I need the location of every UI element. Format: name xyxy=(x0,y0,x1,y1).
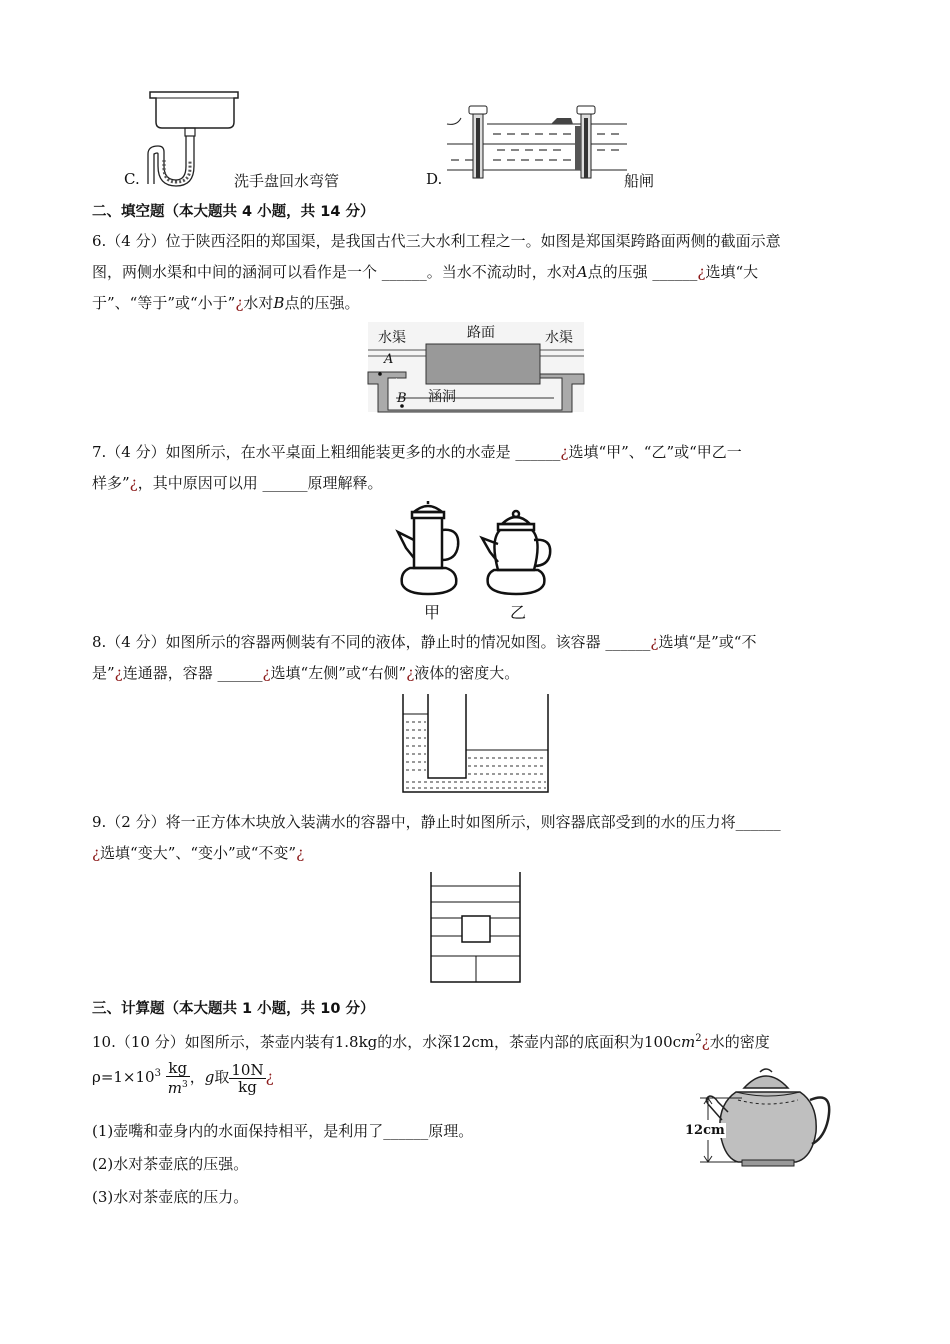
fig6-label-left-canal: 水渠 xyxy=(378,330,406,346)
q10-line1: 10.（10 分）如图所示，茶壶内装有1.8kg的水，水深12cm，茶壶内部的底面积为$100cm^2¿$水的密度 xyxy=(92,1033,770,1051)
inverted-question-mark: ¿ xyxy=(129,474,138,492)
section-2-title: 二、填空题（本大题共 4 小题，共 14 分） xyxy=(92,204,375,220)
q8-line2: 是”¿连通器，容器 ______¿选填“左侧”或“右侧”¿液体的密度大。 xyxy=(92,664,520,682)
fig6-label-right-canal: 水渠 xyxy=(545,330,573,346)
g-value-fraction: $\frac{10N}{kg}$ xyxy=(231,1060,264,1096)
ship-lock-figure xyxy=(447,104,627,184)
teapot-label-jia: 甲 xyxy=(424,603,441,622)
option-d-label: 船闸 xyxy=(624,172,655,190)
option-c-letter: C. xyxy=(124,170,140,188)
q6-line3: 于”、“等于”或“小于”¿水对B点的压强。 xyxy=(92,294,360,312)
inverted-question-mark: ¿ xyxy=(406,664,415,682)
teapot-depth-label: 12cm xyxy=(685,1123,725,1138)
inverted-question-mark: ¿ xyxy=(235,294,244,312)
section-3-title: 三、计算题（本大题共 1 小题，共 10 分） xyxy=(92,1001,375,1017)
q10-sub2: (2)水对茶壶底的压强。 xyxy=(92,1155,249,1173)
q7-line1: 7.（4 分）如图所示，在水平桌面上粗细能装更多的水的水壶是 ______¿选填“甲”、“乙”或“甲乙一 xyxy=(92,443,742,461)
inverted-question-mark: ¿ xyxy=(560,443,569,461)
block-in-water-figure xyxy=(430,872,522,984)
inverted-question-mark: ¿ xyxy=(265,1068,274,1086)
fig6-label-b: B xyxy=(397,391,407,406)
teapot-label-yi: 乙 xyxy=(510,603,527,622)
option-c-label: 洗手盘回水弯管 xyxy=(234,172,340,190)
inverted-question-mark: ¿ xyxy=(92,844,101,862)
inverted-question-mark: ¿ xyxy=(114,664,123,682)
rho-unit-fraction: $\frac{kg}{m^3}$ xyxy=(167,1059,188,1097)
q10-given-values: $\rho=1\times 10^3$ $\frac{kg}{m^3}$ ，g取 $\frac{10N}{kg}$ ¿ xyxy=(92,1059,274,1097)
inverted-question-mark: ¿ xyxy=(650,633,659,651)
q10-sub1: (1)壶嘴和壶身内的水面保持相平，是利用了______原理。 xyxy=(92,1122,474,1140)
q7-line2: 样多”¿，其中原因可以用 ______原理解释。 xyxy=(92,474,383,492)
q8-line1: 8.（4 分）如图所示的容器两侧装有不同的液体，静止时的情况如图。该容器 ______¿选填“是”或“不 xyxy=(92,633,757,651)
fig6-label-tunnel: 涵洞 xyxy=(428,389,456,405)
q10-sub3: (3)水对茶壶底的压力。 xyxy=(92,1188,249,1206)
inverted-question-mark: ¿ xyxy=(701,1033,710,1051)
inverted-question-mark: ¿ xyxy=(262,664,271,682)
inverted-question-mark: ¿ xyxy=(697,263,706,281)
inverted-question-mark: ¿ xyxy=(296,844,305,862)
q6-line1: 6.（4 分）位于陕西泾阳的郑国渠，是我国古代三大水利工程之一。如图是郑国渠跨路面两侧的截面示意 xyxy=(92,232,781,250)
q6-line2: 图，两侧水渠和中间的涵洞可以看作是一个 ______。当水不流动时，水对A点的压强 ______¿选填“大 xyxy=(92,263,759,281)
q9-line1: 9.（2 分）将一正方体木块放入装满水的容器中，静止时如图所示，则容器底部受到的水的压力将______ xyxy=(92,813,781,831)
option-d-letter: D. xyxy=(426,170,443,188)
u-container-figure xyxy=(402,694,550,794)
fig6-label-a: A xyxy=(384,352,394,367)
teapot-12cm-figure xyxy=(680,1064,832,1168)
fig6-label-road: 路面 xyxy=(467,325,495,341)
q9-line2: ¿选填“变大”、“变小”或“不变”¿ xyxy=(92,844,305,862)
teapots-figure xyxy=(394,500,574,600)
